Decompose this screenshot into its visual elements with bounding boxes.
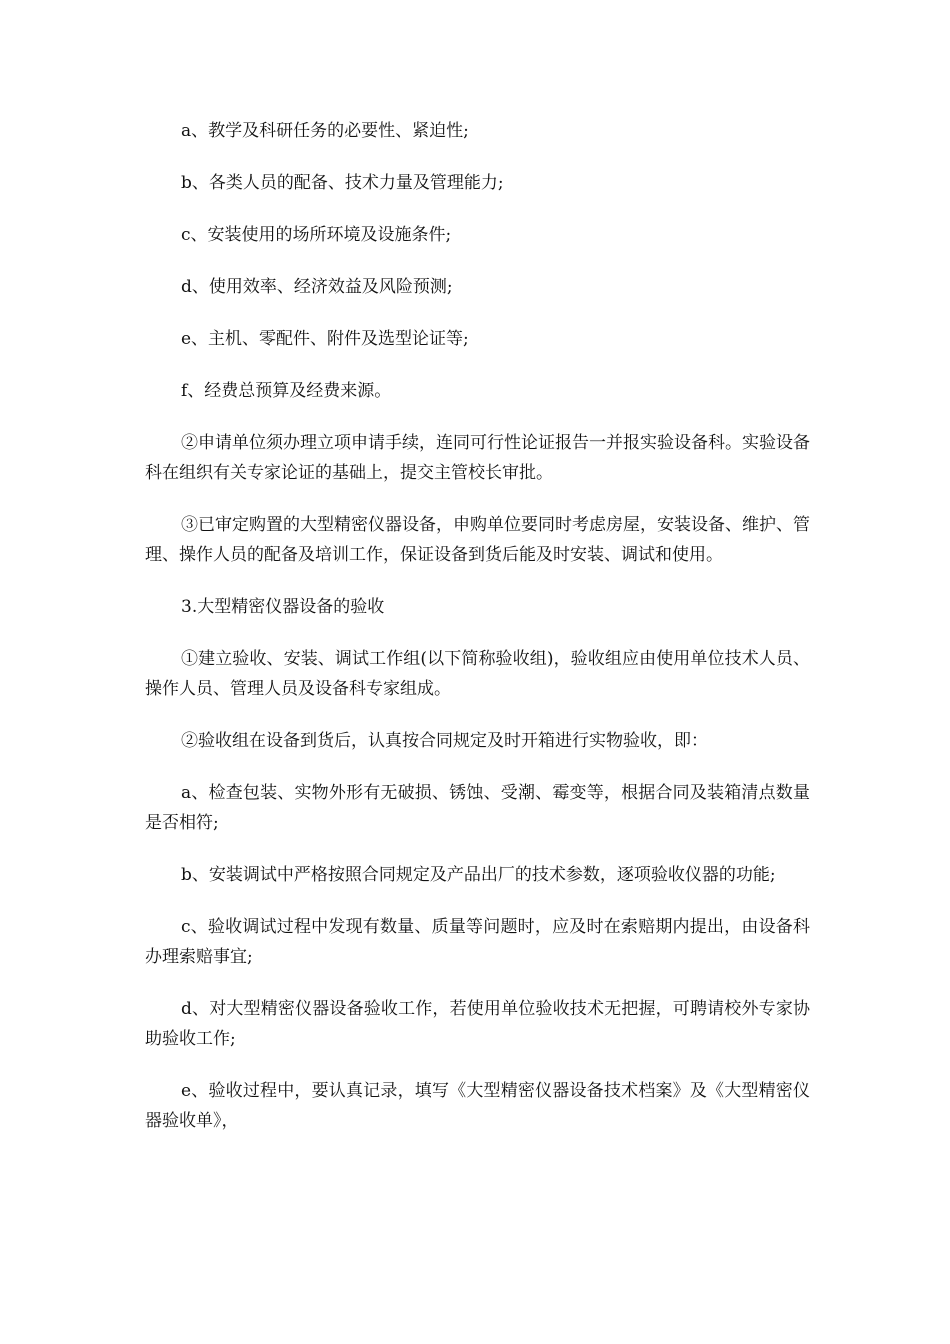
section-heading-acceptance: 3.大型精密仪器设备的验收 (181, 597, 385, 617)
document-body (145, 116, 810, 1158)
paragraph-acceptance-item-c: c、验收调试过程中发现有数量、质量等问题时，应及时在索赔期内提出，由设备科办理索赔事宜; (145, 917, 810, 967)
paragraph-application-procedure: ②申请单位须办理立项申请手续，连同可行性论证报告一并报实验设备科。实验设备科在组织有关专家论证的基础上，提交主管校长审批。 (145, 433, 810, 483)
paragraph-item-c: c、安装使用的场所环境及设施条件; (181, 225, 452, 245)
paragraph-acceptance-item-a: a、检查包装、实物外形有无破损、锈蚀、受潮、霉变等，根据合同及装箱清点数量是否相符; (145, 783, 810, 833)
paragraph-acceptance-item-b: b、安装调试中严格按照合同规定及产品出厂的技术参数，逐项验收仪器的功能; (181, 865, 776, 885)
paragraph-acceptance-item-e: e、验收过程中，要认真记录，填写《大型精密仪器设备技术档案》及《大型精密仪器验收单》， (145, 1081, 810, 1131)
paragraph-acceptance-group: ①建立验收、安装、调试工作组(以下简称验收组)，验收组应由使用单位技术人员、操作人员、管理人员及设备科专家组成。 (145, 649, 810, 699)
paragraph-item-d: d、使用效率、经济效益及风险预测; (181, 277, 453, 297)
paragraph-item-f: f、经费总预算及经费来源。 (181, 381, 392, 401)
paragraph-item-a: a、教学及科研任务的必要性、紧迫性; (181, 121, 469, 141)
paragraph-purchase-preparation: ③已审定购置的大型精密仪器设备，申购单位要同时考虑房屋，安装设备、维护、管理、操作人员的配备及培训工作，保证设备到货后能及时安装、调试和使用。 (145, 515, 810, 565)
paragraph-item-e: e、主机、零配件、附件及选型论证等; (181, 329, 469, 349)
paragraph-acceptance-item-d: d、对大型精密仪器设备验收工作，若使用单位验收技术无把握，可聘请校外专家协助验收工作; (145, 999, 810, 1049)
paragraph-acceptance-process: ②验收组在设备到货后，认真按合同规定及时开箱进行实物验收，即： (181, 731, 708, 751)
paragraph-item-b: b、各类人员的配备、技术力量及管理能力; (181, 173, 504, 193)
